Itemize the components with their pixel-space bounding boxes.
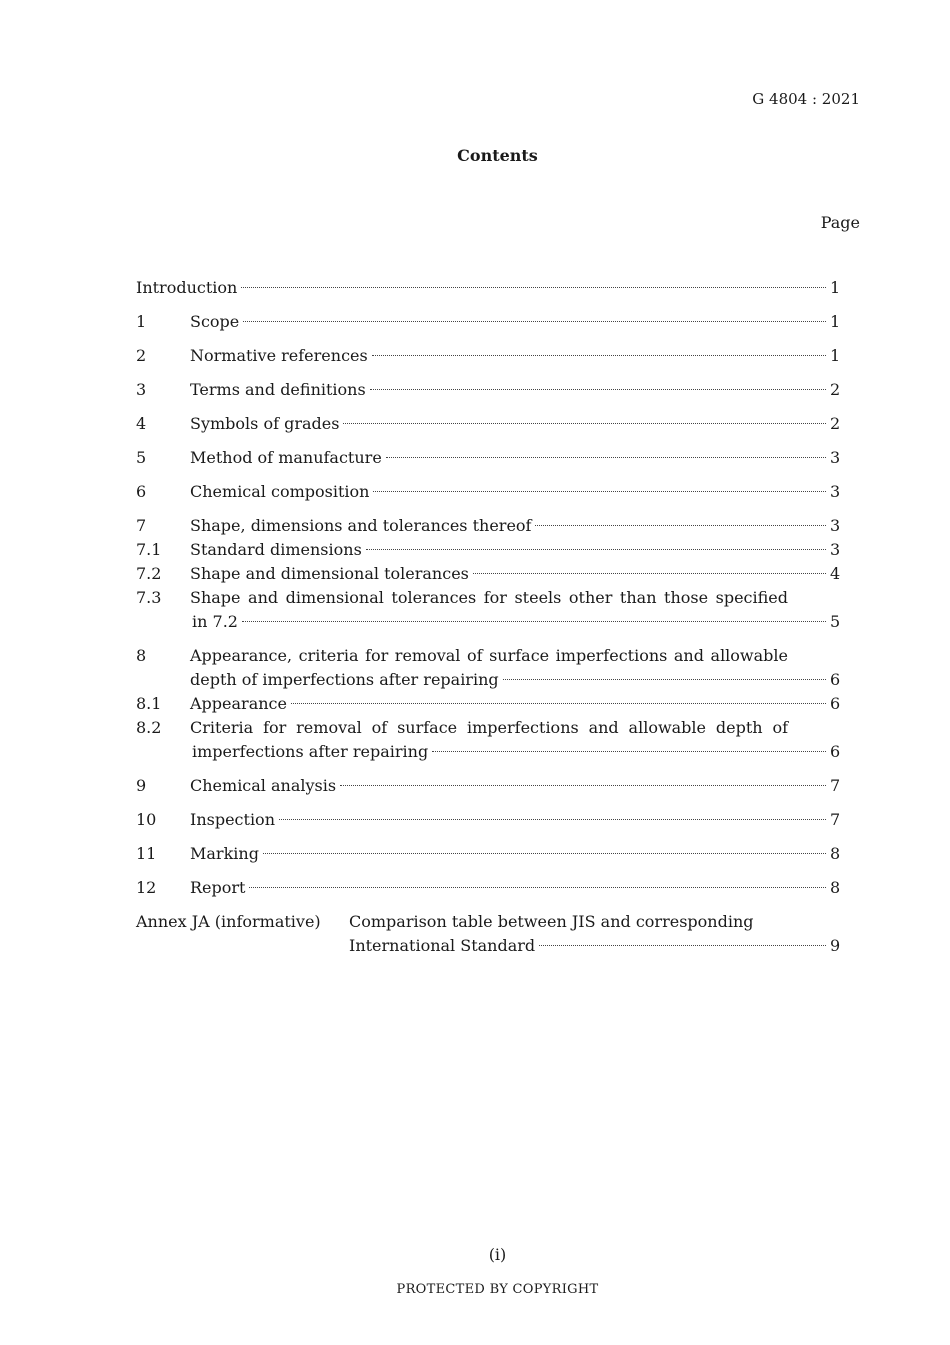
toc-page: 6 bbox=[830, 694, 841, 713]
toc-entry-normative-references[interactable] bbox=[136, 344, 840, 368]
dot-leader bbox=[243, 321, 826, 322]
toc-label: Comparison table between JIS and corresponding bbox=[349, 912, 754, 931]
toc-num: 11 bbox=[136, 844, 157, 863]
toc-entry-symbols-of-grades[interactable] bbox=[136, 412, 840, 436]
toc-label: Appearance, criteria for removal of surface imperfections and allowable bbox=[190, 646, 788, 665]
toc-num: 10 bbox=[136, 810, 157, 829]
toc-num: 3 bbox=[136, 380, 147, 399]
toc-page: 3 bbox=[830, 540, 841, 559]
toc-page: 5 bbox=[830, 612, 841, 631]
toc-entry-standard-dimensions[interactable] bbox=[136, 538, 840, 562]
dot-leader bbox=[535, 525, 826, 526]
toc-entry-chemical-analysis[interactable] bbox=[136, 774, 840, 798]
toc-label-continued: imperfections after repairing bbox=[192, 742, 429, 761]
dot-leader bbox=[473, 573, 826, 574]
toc-num: 2 bbox=[136, 346, 147, 365]
toc-entry-method-of-manufacture[interactable] bbox=[136, 446, 840, 470]
toc-entry-appearance[interactable] bbox=[136, 692, 840, 716]
toc-num: 5 bbox=[136, 448, 147, 467]
toc-page: 8 bbox=[830, 878, 841, 897]
toc-num: 7 bbox=[136, 516, 147, 535]
toc-label: Chemical composition bbox=[190, 482, 370, 501]
toc-num: 7.1 bbox=[136, 540, 162, 559]
toc-label: Inspection bbox=[190, 810, 275, 829]
toc-num: 7.3 bbox=[136, 588, 162, 607]
toc-num: 1 bbox=[136, 312, 147, 331]
dot-leader bbox=[291, 703, 826, 704]
toc-entry-introduction[interactable] bbox=[136, 276, 840, 300]
toc-label: Shape and dimensional tolerances bbox=[190, 564, 469, 583]
toc-label: Terms and definitions bbox=[190, 380, 366, 399]
toc-entry-annex-ja[interactable] bbox=[136, 910, 840, 958]
dot-leader bbox=[503, 679, 826, 680]
toc-entry-scope[interactable] bbox=[136, 310, 840, 334]
toc-page: 1 bbox=[830, 346, 841, 365]
dot-leader bbox=[242, 621, 826, 622]
annex-label: Annex JA (informative) bbox=[136, 912, 321, 931]
toc-label: Normative references bbox=[190, 346, 368, 365]
toc-num: 8 bbox=[136, 646, 147, 665]
toc-page: 8 bbox=[830, 844, 841, 863]
toc-entry-tolerances-other-steels[interactable] bbox=[136, 586, 840, 634]
toc-num: 8.1 bbox=[136, 694, 162, 713]
toc-page: 3 bbox=[830, 516, 841, 535]
toc-page: 4 bbox=[830, 564, 841, 583]
toc-label: Marking bbox=[190, 844, 259, 863]
toc-entry-shape-dimensions[interactable] bbox=[136, 514, 840, 538]
toc-page: 1 bbox=[830, 278, 841, 297]
table-of-contents bbox=[136, 276, 840, 958]
toc-page: 7 bbox=[830, 810, 841, 829]
dot-leader bbox=[249, 887, 826, 888]
dot-leader bbox=[263, 853, 826, 854]
toc-page: 1 bbox=[830, 312, 841, 331]
toc-page: 6 bbox=[830, 670, 841, 689]
toc-page: 2 bbox=[830, 414, 841, 433]
toc-label: Report bbox=[190, 878, 246, 897]
copyright-notice: PROTECTED BY COPYRIGHT bbox=[396, 1282, 599, 1297]
contents-title: Contents bbox=[457, 146, 538, 165]
toc-page: 3 bbox=[830, 482, 841, 501]
toc-page: 9 bbox=[830, 936, 841, 955]
toc-label-continued: International Standard bbox=[349, 936, 536, 955]
toc-page: 7 bbox=[830, 776, 841, 795]
toc-entry-shape-dimensional-tolerances[interactable] bbox=[136, 562, 840, 586]
toc-page: 3 bbox=[830, 448, 841, 467]
toc-num: 4 bbox=[136, 414, 147, 433]
toc-label: Shape, dimensions and tolerances thereof bbox=[190, 516, 532, 535]
dot-leader bbox=[366, 549, 826, 550]
toc-entry-inspection[interactable] bbox=[136, 808, 840, 832]
dot-leader bbox=[241, 287, 826, 288]
toc-label: Introduction bbox=[136, 278, 238, 297]
toc-label-continued: depth of imperfections after repairing bbox=[190, 670, 499, 689]
toc-label-continued: in 7.2 bbox=[192, 612, 238, 631]
toc-entry-criteria-removal[interactable] bbox=[136, 716, 840, 764]
toc-num: 7.2 bbox=[136, 564, 162, 583]
toc-page: 2 bbox=[830, 380, 841, 399]
toc-entry-chemical-composition[interactable] bbox=[136, 480, 840, 504]
document-code: G 4804 : 2021 bbox=[752, 90, 860, 108]
toc-label: Appearance bbox=[190, 694, 287, 713]
dot-leader bbox=[370, 389, 826, 390]
dot-leader bbox=[432, 751, 826, 752]
toc-label: Chemical analysis bbox=[190, 776, 337, 795]
toc-entry-terms-and-definitions[interactable] bbox=[136, 378, 840, 402]
toc-num: 8.2 bbox=[136, 718, 162, 737]
toc-label: Method of manufacture bbox=[190, 448, 382, 467]
toc-entry-report[interactable] bbox=[136, 876, 840, 900]
toc-label: Standard dimensions bbox=[190, 540, 362, 559]
dot-leader bbox=[373, 491, 826, 492]
dot-leader bbox=[386, 457, 826, 458]
toc-entry-appearance-criteria[interactable] bbox=[136, 644, 840, 692]
toc-page: 6 bbox=[830, 742, 841, 761]
dot-leader bbox=[340, 785, 826, 786]
dot-leader bbox=[539, 945, 826, 946]
dot-leader bbox=[343, 423, 826, 424]
toc-entry-marking[interactable] bbox=[136, 842, 840, 866]
toc-label: Symbols of grades bbox=[190, 414, 340, 433]
toc-num: 12 bbox=[136, 878, 157, 897]
footer-page-number: (i) bbox=[488, 1245, 507, 1264]
toc-label: Criteria for removal of surface imperfections and allowable depth of bbox=[190, 718, 788, 737]
page-column-label: Page bbox=[820, 213, 860, 232]
toc-num: 6 bbox=[136, 482, 147, 501]
toc-num: 9 bbox=[136, 776, 147, 795]
toc-label: Scope bbox=[190, 312, 240, 331]
toc-label: Shape and dimensional tolerances for steels other than those specified bbox=[190, 588, 788, 607]
dot-leader bbox=[372, 355, 826, 356]
dot-leader bbox=[279, 819, 826, 820]
